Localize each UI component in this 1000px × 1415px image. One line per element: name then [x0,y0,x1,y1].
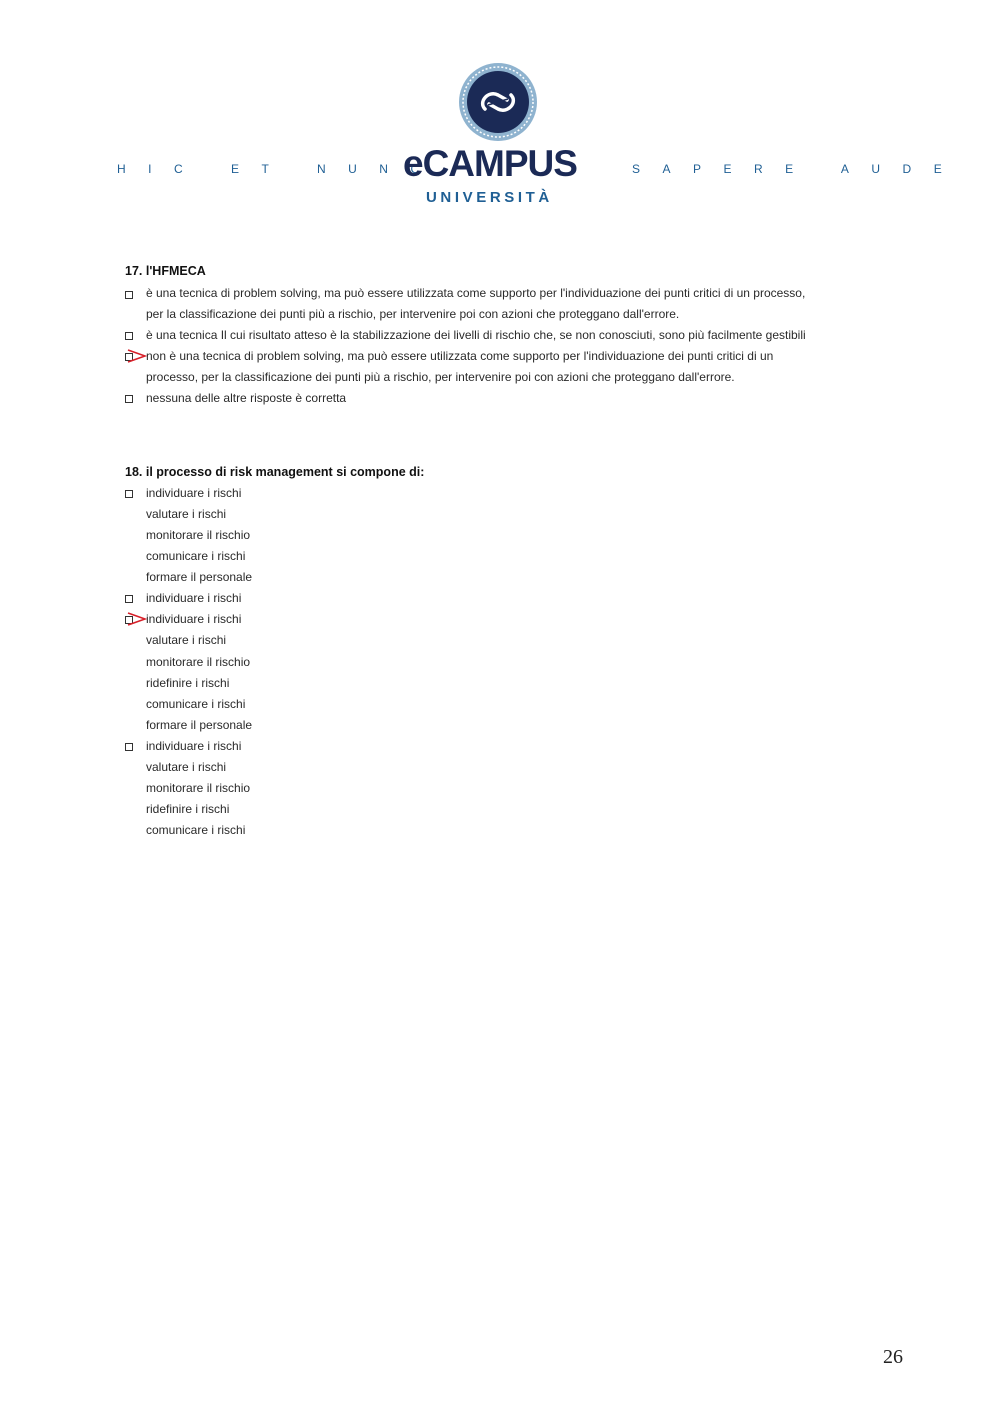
option-text: formare il personale [146,570,253,584]
option-text: monitorare il rischio [146,528,251,542]
option-text: comunicare i rischi [146,697,246,711]
selected-arrow-icon [127,349,147,363]
question-17-title: 17. l'HFMECA [125,264,206,278]
option-text: monitorare il rischio [146,655,251,669]
option-checkbox[interactable] [125,490,133,498]
option-checkbox[interactable] [125,332,133,340]
option-text: ridefinire i rischi [146,802,230,816]
option-text: comunicare i rischi [146,823,246,837]
option-text: non è una tecnica di problem solving, ma può essere utilizzata come supporto per l'individuazione dei punti critici di un [146,349,774,363]
option-text: monitorare il rischio [146,781,251,795]
option-text: individuare i rischi [146,591,242,605]
brand-logo: eCAMPUS [403,143,577,184]
brand-subtitle: UNIVERSITÀ [426,189,553,206]
option-checkbox[interactable] [125,395,133,403]
option-text: formare il personale [146,718,253,732]
option-text: è una tecnica di problem solving, ma può essere utilizzata come supporto per l'individuazione dei punti critici di un processo, [146,286,806,300]
option-text: valutare i rischi [146,633,227,647]
option-text: nessuna delle altre risposte è corretta [146,391,347,405]
page-number: 26 [883,1346,903,1368]
selected-arrow-icon [127,612,147,626]
option-checkbox[interactable] [125,595,133,603]
option-text: processo, per la classificazione dei punti più a rischio, per intervenire poi con azioni che proteggano dall'errore. [146,370,735,384]
option-checkbox[interactable] [125,743,133,751]
option-text: per la classificazione dei punti più a rischio, per intervenire poi con azioni che proteggano dall'errore. [146,307,680,321]
option-text: individuare i rischi [146,486,242,500]
option-text: individuare i rischi [146,612,242,626]
option-text: è una tecnica Il cui risultato atteso è la stabilizzazione dei livelli di rischio che, se non conosciuti, sono più facilmente gestibili [146,328,806,342]
motto-right: SAPERE AUDE [632,162,965,176]
university-seal-icon [458,62,538,142]
option-text: comunicare i rischi [146,549,246,563]
option-text: valutare i rischi [146,507,227,521]
page-header [0,0,1000,230]
option-text: individuare i rischi [146,739,242,753]
option-text: valutare i rischi [146,760,227,774]
option-text: ridefinire i rischi [146,676,230,690]
motto-left: HIC ET NUNC [117,162,442,176]
option-checkbox[interactable] [125,291,133,299]
question-18-title: 18. il processo di risk management si compone di: [125,465,425,479]
